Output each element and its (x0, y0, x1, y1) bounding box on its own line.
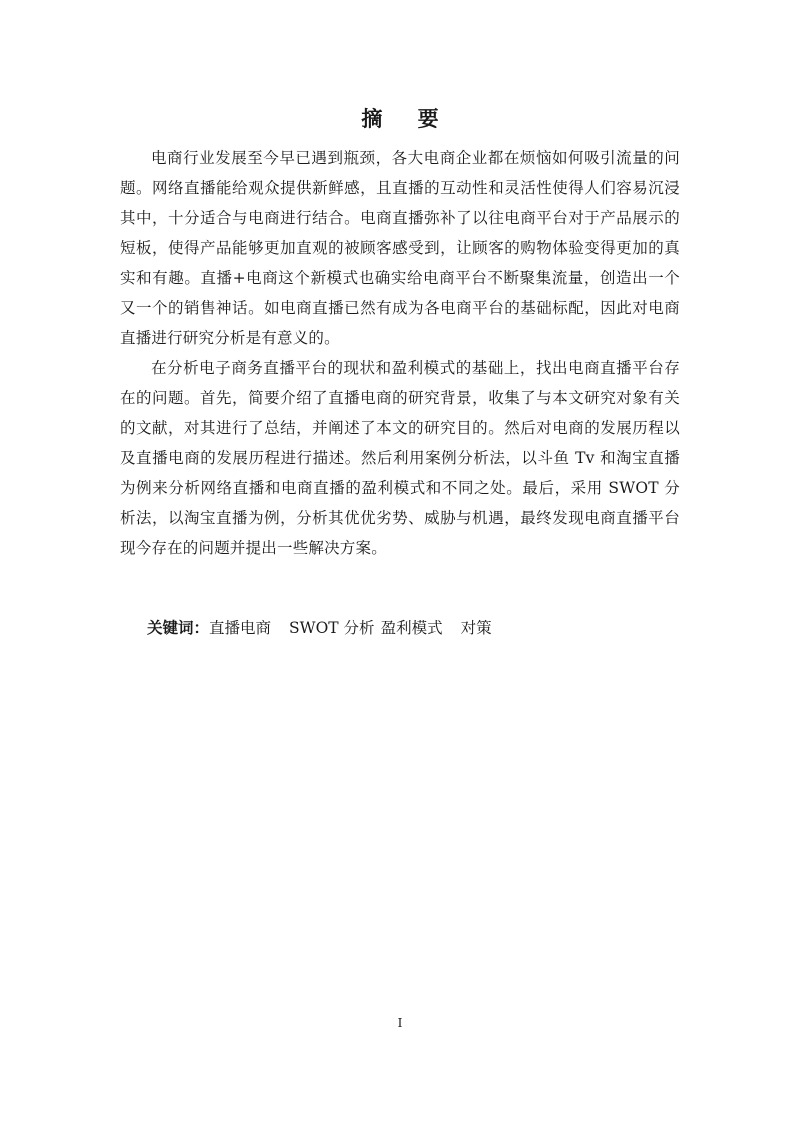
abstract-title: 摘 要 (361, 107, 453, 131)
keyword-1: 直播电商 (209, 619, 272, 637)
abstract-paragraph-1: 电商行业发展至今早已遇到瓶颈，各大电商企业都在烦恼如何吸引流量的问题。网络直播能给观众提供新鲜感，且直播的互动性和灵活性使得人们容易沉浸其中，十分适合与电商进行结合。电商直播弥补了以往电商平台对于产品展示的短板，使得产品能够更加直观的被顾客感受到，让顾客的购物体验变得更加的真实和有趣。直播+电商这个新模式也确实给电商平台不断聚集流量，创造出一个又一个的销售神话。如电商直播已然有成为各电商平台的基础标配，因此对电商直播进行研究分析是有意义的。 (120, 149, 680, 347)
keywords-line (147, 614, 510, 642)
page-number: I (397, 1016, 403, 1030)
keyword-2: SWOT 分析 (289, 619, 375, 637)
abstract-body (120, 143, 680, 563)
keyword-3: 盈利模式 (380, 619, 443, 637)
keyword-4: 对策 (460, 619, 492, 637)
abstract-paragraph-2: 在分析电子商务直播平台的现状和盈利模式的基础上，找出电商直播平台存在的问题。首先，简要介绍了直播电商的研究背景，收集了与本文研究对象有关的文献，对其进行了总结，并阐述了本文的研究目的。然后对电商的发展历程以及直播电商的发展历程进行描述。然后利用案例分析法，以斗鱼 Tv 和淘宝直播为例来分析网络直播和电商直播的盈利模式和不同之处。最后，采用 SWOT 分析法，以淘宝直播为例，分析其优优劣势、威胁与机遇，最终发现电商直播平台现今存在的问题并提出一些解决方案。 (120, 359, 680, 557)
keywords-label: 关键词： (147, 619, 210, 637)
